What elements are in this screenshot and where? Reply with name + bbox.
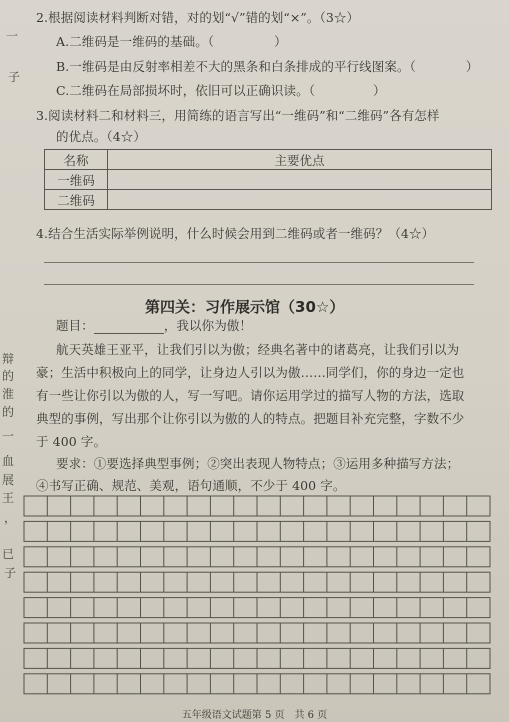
essay-title-suffix: ，我以你为傲！ bbox=[163, 318, 253, 333]
margin-char: 一 bbox=[6, 29, 19, 43]
essay-requirements-line2: ④书写正确、规范、美观，语句通顺，不少于 400 字。 bbox=[36, 478, 346, 493]
essay-prompt-line: 豪；生活中积极向上的同学，让身边人引以为傲……同学们，你的身边一定也 bbox=[36, 365, 465, 380]
paren-close: ） bbox=[465, 59, 479, 74]
margin-char: 子 bbox=[8, 70, 21, 84]
essay-title-prefix: 题目： bbox=[56, 318, 94, 333]
table-row-1d-code: 一维码 bbox=[45, 170, 108, 190]
q2-option-a-text: A.二维码是一维码的基础。（ bbox=[56, 34, 215, 49]
essay-requirements-line1: 要求：①要选择典型事例；②突出表现人物特点；③运用多种描写方法； bbox=[56, 456, 460, 471]
margin-char: 辩 bbox=[2, 352, 15, 366]
essay-prompt-line: 典型的事例，写出那个让你引以为傲的人的特点。把题目补充完整，字数不少 bbox=[36, 411, 465, 426]
margin-char: 血 bbox=[2, 454, 15, 468]
q3-stem-line1: 3.阅读材料二和材料三，用简练的语言写出“一维码”和“二维码”各有怎样 bbox=[36, 108, 440, 123]
q3-stem-line2: 的优点。（4☆） bbox=[56, 129, 147, 144]
page-footer: 五年级语文试题第 5 页 共 6 页 bbox=[181, 710, 328, 721]
margin-char: ， bbox=[4, 511, 17, 525]
q2-option-c-text: C.二维码在局部损坏时，依旧可以正确识读。（ bbox=[56, 83, 316, 98]
margin-char: 的 bbox=[2, 405, 15, 419]
essay-prompt-line: 航天英雄王亚平，让我们引以为傲；经典名著中的诸葛亮，让我们引以为 bbox=[56, 342, 460, 357]
section-title: 第四关：习作展示馆（30☆） bbox=[145, 298, 345, 316]
margin-char: 展 bbox=[2, 473, 15, 487]
margin-char: 一 bbox=[2, 429, 15, 443]
q2-option-b-text: B.一维码是由反射率相差不大的黑条和白条排成的平行线图案。（ bbox=[56, 59, 416, 74]
essay-prompt-line: 于 400 字。 bbox=[36, 434, 107, 449]
q2-stem: 2.根据阅读材料判断对错，对的划“√”错的划“×”。（3☆） bbox=[36, 10, 360, 25]
paren-close: ） bbox=[373, 83, 386, 98]
margin-char: 淮 bbox=[2, 387, 15, 401]
essay-prompt-line: 有一些让你引以为傲的人，写一写吧。请你运用学过的描写人物的方法，选取 bbox=[36, 388, 465, 403]
q4-stem: 4.结合生活实际举例说明，什么时候会用到二维码或者一维码？（4☆） bbox=[36, 226, 435, 241]
paren-close: ） bbox=[274, 34, 287, 49]
margin-char: 王 bbox=[2, 491, 15, 505]
margin-char: 已 bbox=[2, 547, 15, 561]
table-header-name: 名称 bbox=[45, 150, 108, 170]
table-row-2d-code: 二维码 bbox=[45, 190, 108, 210]
margin-char: 的 bbox=[2, 369, 15, 383]
margin-char: 子 bbox=[4, 566, 17, 580]
table-header-advantage: 主要优点 bbox=[108, 150, 492, 170]
